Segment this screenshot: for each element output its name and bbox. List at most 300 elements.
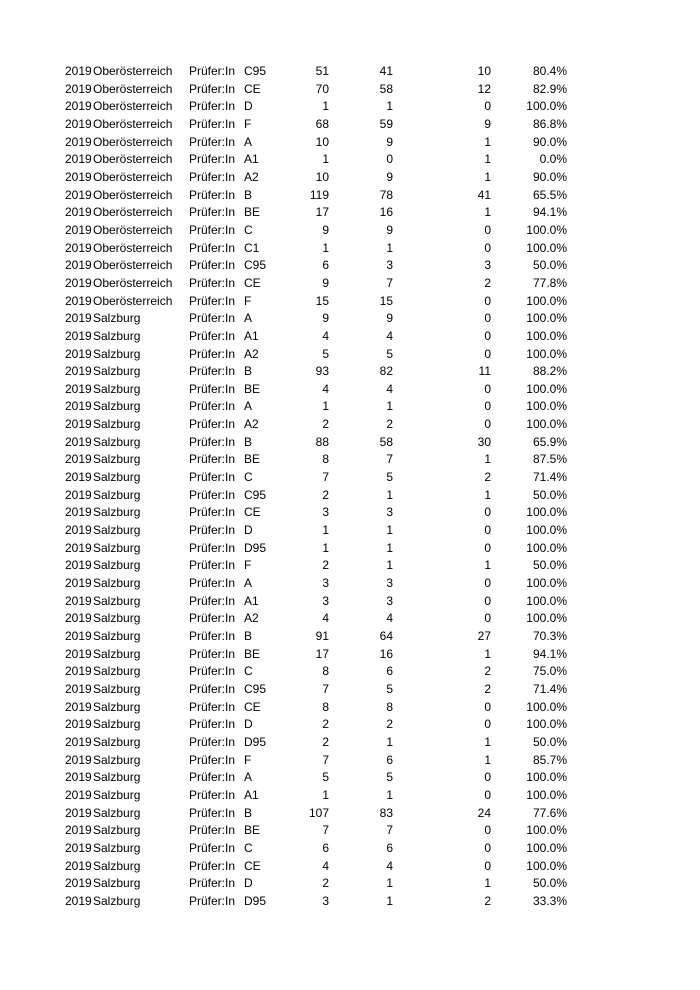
pass-rate-cell: 70.3%: [532, 629, 567, 643]
year-cell: 2019: [65, 681, 92, 696]
passed-cell: 1: [386, 540, 393, 555]
pass-rate-cell: 100.0%: [526, 576, 567, 591]
license-class-cell: C: [244, 222, 253, 237]
license-class-cell: D: [244, 717, 253, 732]
pass-rate-cell: 65.5%: [532, 187, 567, 202]
failed-cell: 0: [484, 417, 491, 432]
pass-rate-cell: 85.7%: [532, 752, 567, 767]
failed-cell: 27: [477, 629, 491, 643]
pass-rate-cell: 87.5%: [532, 452, 567, 467]
passed-cell: 9: [386, 222, 393, 237]
region-cell: Oberösterreich: [93, 240, 173, 255]
region-cell: Salzburg: [93, 770, 141, 785]
pass-rate-cell: 50.0%: [532, 876, 567, 891]
role-cell: Prüfer:In: [189, 187, 236, 202]
region-cell: Oberösterreich: [93, 293, 173, 308]
year-cell: 2019: [65, 717, 92, 732]
total-cell: 6: [322, 840, 329, 855]
year-cell: 2019: [65, 805, 92, 820]
region-cell: Oberösterreich: [93, 99, 173, 114]
failed-cell: 0: [484, 717, 491, 732]
failed-cell: 1: [484, 205, 491, 220]
total-cell: 8: [322, 452, 329, 467]
license-class-cell: CE: [244, 505, 261, 520]
license-class-cell: D95: [244, 540, 267, 555]
year-cell: 2019: [65, 275, 92, 290]
table-row: [0, 822, 700, 840]
pass-rate-cell: 82.9%: [532, 81, 567, 96]
total-cell: 10: [315, 169, 329, 184]
total-cell: 1: [322, 99, 329, 114]
region-cell: Salzburg: [93, 893, 141, 908]
year-cell: 2019: [65, 893, 92, 908]
failed-cell: 1: [484, 646, 491, 661]
total-cell: 8: [322, 664, 329, 679]
total-cell: 1: [322, 152, 329, 167]
passed-cell: 5: [386, 470, 393, 485]
region-cell: Salzburg: [93, 858, 141, 873]
role-cell: Prüfer:In: [189, 222, 236, 237]
role-cell: Prüfer:In: [189, 805, 236, 820]
table-row: [0, 328, 700, 346]
passed-cell: 64: [379, 629, 393, 643]
failed-cell: 1: [484, 752, 491, 767]
role-cell: Prüfer:In: [189, 293, 236, 308]
pass-rate-cell: 50.0%: [532, 258, 567, 273]
failed-cell: 1: [484, 152, 491, 167]
failed-cell: 0: [484, 593, 491, 608]
role-cell: Prüfer:In: [189, 770, 236, 785]
license-class-cell: A1: [244, 328, 259, 343]
year-cell: 2019: [65, 258, 92, 273]
passed-cell: 3: [386, 576, 393, 591]
total-cell: 7: [322, 681, 329, 696]
license-class-cell: CE: [244, 858, 261, 873]
pass-rate-cell: 75.0%: [532, 664, 567, 679]
role-cell: Prüfer:In: [189, 576, 236, 591]
table-row: [0, 451, 700, 469]
passed-cell: 1: [386, 893, 393, 908]
pass-rate-cell: 71.4%: [532, 681, 567, 696]
total-cell: 3: [322, 505, 329, 520]
region-cell: Salzburg: [93, 611, 141, 626]
failed-cell: 1: [484, 134, 491, 149]
license-class-cell: CE: [244, 699, 261, 714]
total-cell: 119: [309, 187, 329, 202]
pass-rate-cell: 100.0%: [526, 523, 567, 538]
role-cell: Prüfer:In: [189, 152, 236, 167]
year-cell: 2019: [65, 134, 92, 149]
pass-rate-cell: 100.0%: [526, 311, 567, 326]
table-row: [0, 610, 700, 628]
table-row: [0, 681, 700, 699]
passed-cell: 1: [386, 734, 393, 749]
role-cell: Prüfer:In: [189, 664, 236, 679]
passed-cell: 6: [386, 840, 393, 855]
year-cell: 2019: [65, 222, 92, 237]
pass-rate-cell: 100.0%: [526, 717, 567, 732]
table-row: [0, 346, 700, 364]
total-cell: 4: [322, 381, 329, 396]
year-cell: 2019: [65, 417, 92, 432]
license-class-cell: CE: [244, 275, 261, 290]
year-cell: 2019: [65, 381, 92, 396]
role-cell: Prüfer:In: [189, 505, 236, 520]
failed-cell: 2: [484, 275, 491, 290]
year-cell: 2019: [65, 523, 92, 538]
table-row: [0, 593, 700, 611]
region-cell: Salzburg: [93, 576, 141, 591]
total-cell: 1: [322, 399, 329, 414]
role-cell: Prüfer:In: [189, 858, 236, 873]
year-cell: 2019: [65, 187, 92, 202]
license-class-cell: A2: [244, 169, 259, 184]
table-row: [0, 787, 700, 805]
license-class-cell: D95: [244, 734, 267, 749]
total-cell: 93: [315, 364, 329, 379]
passed-cell: 3: [386, 505, 393, 520]
region-cell: Oberösterreich: [93, 64, 173, 78]
role-cell: Prüfer:In: [189, 611, 236, 626]
failed-cell: 0: [484, 328, 491, 343]
role-cell: Prüfer:In: [189, 205, 236, 220]
passed-cell: 1: [386, 99, 393, 114]
pass-rate-cell: 100.0%: [526, 770, 567, 785]
license-class-cell: C: [244, 664, 253, 679]
region-cell: Oberösterreich: [93, 275, 173, 290]
failed-cell: 12: [477, 81, 491, 96]
failed-cell: 1: [484, 487, 491, 502]
role-cell: Prüfer:In: [189, 787, 236, 802]
license-class-cell: C95: [244, 64, 267, 78]
pass-rate-cell: 80.4%: [532, 64, 567, 78]
region-cell: Salzburg: [93, 505, 141, 520]
license-class-cell: B: [244, 805, 253, 820]
failed-cell: 41: [477, 187, 491, 202]
total-cell: 9: [322, 222, 329, 237]
region-cell: Salzburg: [93, 540, 141, 555]
total-cell: 4: [322, 328, 329, 343]
table-row: [0, 134, 700, 152]
failed-cell: 30: [477, 434, 491, 449]
year-cell: 2019: [65, 311, 92, 326]
pass-rate-cell: 100.0%: [526, 399, 567, 414]
passed-cell: 5: [386, 346, 393, 361]
passed-cell: 4: [386, 381, 393, 396]
year-cell: 2019: [65, 664, 92, 679]
year-cell: 2019: [65, 152, 92, 167]
role-cell: Prüfer:In: [189, 240, 236, 255]
role-cell: Prüfer:In: [189, 81, 236, 96]
year-cell: 2019: [65, 293, 92, 308]
role-cell: Prüfer:In: [189, 646, 236, 661]
table-row: [0, 858, 700, 876]
role-cell: Prüfer:In: [189, 734, 236, 749]
role-cell: Prüfer:In: [189, 311, 236, 326]
role-cell: Prüfer:In: [189, 399, 236, 414]
role-cell: Prüfer:In: [189, 876, 236, 891]
license-class-cell: F: [244, 116, 252, 131]
license-class-cell: CE: [244, 81, 261, 96]
year-cell: 2019: [65, 770, 92, 785]
total-cell: 1: [322, 540, 329, 555]
year-cell: 2019: [65, 328, 92, 343]
role-cell: Prüfer:In: [189, 134, 236, 149]
region-cell: Salzburg: [93, 399, 141, 414]
year-cell: 2019: [65, 99, 92, 114]
role-cell: Prüfer:In: [189, 346, 236, 361]
table-row: [0, 875, 700, 893]
total-cell: 8: [322, 699, 329, 714]
table-row: [0, 363, 700, 381]
role-cell: Prüfer:In: [189, 417, 236, 432]
license-class-cell: A: [244, 399, 253, 414]
total-cell: 17: [315, 205, 329, 220]
region-cell: Oberösterreich: [93, 169, 173, 184]
year-cell: 2019: [65, 734, 92, 749]
total-cell: 1: [322, 240, 329, 255]
role-cell: Prüfer:In: [189, 99, 236, 114]
region-cell: Salzburg: [93, 311, 141, 326]
year-cell: 2019: [65, 593, 92, 608]
year-cell: 2019: [65, 205, 92, 220]
table-row: [0, 752, 700, 770]
total-cell: 2: [322, 734, 329, 749]
passed-cell: 2: [386, 717, 393, 732]
passed-cell: 82: [379, 364, 393, 379]
total-cell: 2: [322, 487, 329, 502]
table-row: [0, 257, 700, 275]
pass-rate-cell: 100.0%: [526, 505, 567, 520]
passed-cell: 16: [379, 205, 393, 220]
table-row: [0, 840, 700, 858]
year-cell: 2019: [65, 81, 92, 96]
table-row: [0, 275, 700, 293]
failed-cell: 0: [484, 293, 491, 308]
total-cell: 88: [315, 434, 329, 449]
table-row: [0, 381, 700, 399]
year-cell: 2019: [65, 346, 92, 361]
total-cell: 5: [322, 346, 329, 361]
license-class-cell: B: [244, 364, 253, 379]
region-cell: Oberösterreich: [93, 116, 173, 131]
table-row: [0, 557, 700, 575]
total-cell: 107: [308, 805, 329, 820]
total-cell: 4: [322, 858, 329, 873]
total-cell: 6: [322, 258, 329, 273]
year-cell: 2019: [65, 558, 92, 573]
failed-cell: 0: [484, 222, 491, 237]
pass-rate-cell: 50.0%: [532, 558, 567, 573]
failed-cell: 11: [478, 364, 491, 379]
region-cell: Salzburg: [93, 328, 141, 343]
passed-cell: 5: [386, 681, 393, 696]
region-cell: Salzburg: [93, 523, 141, 538]
passed-cell: 4: [386, 858, 393, 873]
year-cell: 2019: [65, 646, 92, 661]
role-cell: Prüfer:In: [189, 681, 236, 696]
region-cell: Salzburg: [93, 734, 141, 749]
pass-rate-cell: 100.0%: [526, 222, 567, 237]
table-row: [0, 716, 700, 734]
pass-rate-cell: 88.2%: [532, 364, 567, 379]
pass-rate-cell: 90.0%: [532, 134, 567, 149]
total-cell: 9: [322, 275, 329, 290]
passed-cell: 9: [386, 169, 393, 184]
region-cell: Salzburg: [93, 717, 141, 732]
table-row: [0, 522, 700, 540]
total-cell: 70: [315, 81, 329, 96]
passed-cell: 16: [379, 646, 393, 661]
year-cell: 2019: [65, 470, 92, 485]
failed-cell: 0: [484, 576, 491, 591]
pass-rate-cell: 100.0%: [526, 99, 567, 114]
region-cell: Salzburg: [93, 664, 141, 679]
table-row: [0, 487, 700, 505]
passed-cell: 1: [386, 523, 393, 538]
failed-cell: 0: [484, 699, 491, 714]
region-cell: Salzburg: [93, 823, 141, 838]
table-row: [0, 663, 700, 681]
table-row: [0, 469, 700, 487]
region-cell: Oberösterreich: [93, 152, 173, 167]
license-class-cell: B: [244, 187, 253, 202]
pass-rate-cell: 77.8%: [532, 275, 567, 290]
license-class-cell: A1: [244, 787, 259, 802]
pass-rate-cell: 50.0%: [532, 734, 567, 749]
region-cell: Salzburg: [93, 558, 141, 573]
year-cell: 2019: [65, 240, 92, 255]
total-cell: 7: [322, 470, 329, 485]
table-row: [0, 434, 700, 452]
license-class-cell: A2: [244, 346, 259, 361]
license-class-cell: C95: [244, 681, 267, 696]
failed-cell: 1: [484, 876, 491, 891]
passed-cell: 58: [379, 81, 393, 96]
failed-cell: 0: [484, 240, 491, 255]
failed-cell: 3: [484, 258, 491, 273]
year-cell: 2019: [65, 452, 92, 467]
year-cell: 2019: [65, 169, 92, 184]
year-cell: 2019: [65, 505, 92, 520]
passed-cell: 5: [386, 770, 393, 785]
failed-cell: 0: [484, 770, 491, 785]
role-cell: Prüfer:In: [189, 840, 236, 855]
role-cell: Prüfer:In: [189, 558, 236, 573]
license-class-cell: D: [244, 99, 253, 114]
table-row: [0, 769, 700, 787]
role-cell: Prüfer:In: [189, 381, 236, 396]
pass-rate-cell: 100.0%: [526, 240, 567, 255]
passed-cell: 7: [386, 275, 393, 290]
total-cell: 1: [322, 787, 329, 802]
license-class-cell: C: [244, 840, 253, 855]
year-cell: 2019: [65, 576, 92, 591]
region-cell: Salzburg: [93, 699, 141, 714]
pass-rate-cell: 100.0%: [526, 346, 567, 361]
total-cell: 9: [322, 311, 329, 326]
failed-cell: 0: [484, 823, 491, 838]
year-cell: 2019: [65, 787, 92, 802]
role-cell: Prüfer:In: [189, 470, 236, 485]
total-cell: 15: [315, 293, 329, 308]
role-cell: Prüfer:In: [189, 540, 236, 555]
table-row: [0, 63, 700, 81]
role-cell: Prüfer:In: [189, 258, 236, 273]
passed-cell: 4: [386, 328, 393, 343]
region-cell: Salzburg: [93, 876, 141, 891]
failed-cell: 2: [484, 470, 491, 485]
total-cell: 7: [322, 752, 329, 767]
table-row: [0, 575, 700, 593]
pass-rate-cell: 100.0%: [526, 699, 567, 714]
passed-cell: 59: [379, 116, 393, 131]
table-row: [0, 398, 700, 416]
pass-rate-cell: 100.0%: [526, 823, 567, 838]
failed-cell: 0: [484, 399, 491, 414]
total-cell: 3: [322, 893, 329, 908]
year-cell: 2019: [65, 487, 92, 502]
failed-cell: 1: [484, 558, 491, 573]
table-row: [0, 504, 700, 522]
failed-cell: 2: [484, 893, 491, 908]
license-class-cell: D: [244, 876, 253, 891]
total-cell: 4: [322, 611, 329, 626]
failed-cell: 0: [484, 540, 491, 555]
table-row: [0, 169, 700, 187]
license-class-cell: A: [244, 134, 253, 149]
region-cell: Salzburg: [93, 487, 141, 502]
passed-cell: 1: [386, 487, 393, 502]
pass-rate-cell: 100.0%: [526, 593, 567, 608]
failed-cell: 2: [484, 664, 491, 679]
passed-cell: 2: [386, 417, 393, 432]
year-cell: 2019: [65, 699, 92, 714]
passed-cell: 9: [386, 134, 393, 149]
license-class-cell: C1: [244, 240, 260, 255]
pass-rate-cell: 0.0%: [539, 152, 567, 167]
passed-cell: 8: [386, 699, 393, 714]
total-cell: 3: [322, 576, 329, 591]
year-cell: 2019: [65, 629, 92, 643]
license-class-cell: F: [244, 293, 252, 308]
region-cell: Salzburg: [93, 346, 141, 361]
license-class-cell: BE: [244, 823, 261, 838]
passed-cell: 78: [379, 187, 393, 202]
pass-rate-cell: 100.0%: [526, 611, 567, 626]
license-class-cell: A: [244, 311, 253, 326]
total-cell: 51: [315, 64, 329, 78]
passed-cell: 6: [386, 664, 393, 679]
license-class-cell: A2: [244, 611, 259, 626]
pass-rate-cell: 65.9%: [532, 434, 567, 449]
passed-cell: 0: [386, 152, 393, 167]
region-cell: Oberösterreich: [93, 81, 173, 96]
failed-cell: 1: [484, 734, 491, 749]
region-cell: Salzburg: [93, 452, 141, 467]
passed-cell: 15: [379, 293, 393, 308]
license-class-cell: F: [244, 752, 252, 767]
passed-cell: 1: [386, 876, 393, 891]
year-cell: 2019: [65, 364, 92, 379]
region-cell: Salzburg: [93, 381, 141, 396]
table-row: [0, 805, 700, 823]
table-row: [0, 151, 700, 169]
table-row: [0, 646, 700, 664]
pass-rate-cell: 94.1%: [532, 205, 567, 220]
failed-cell: 0: [484, 611, 491, 626]
pass-rate-cell: 86.8%: [532, 116, 567, 131]
